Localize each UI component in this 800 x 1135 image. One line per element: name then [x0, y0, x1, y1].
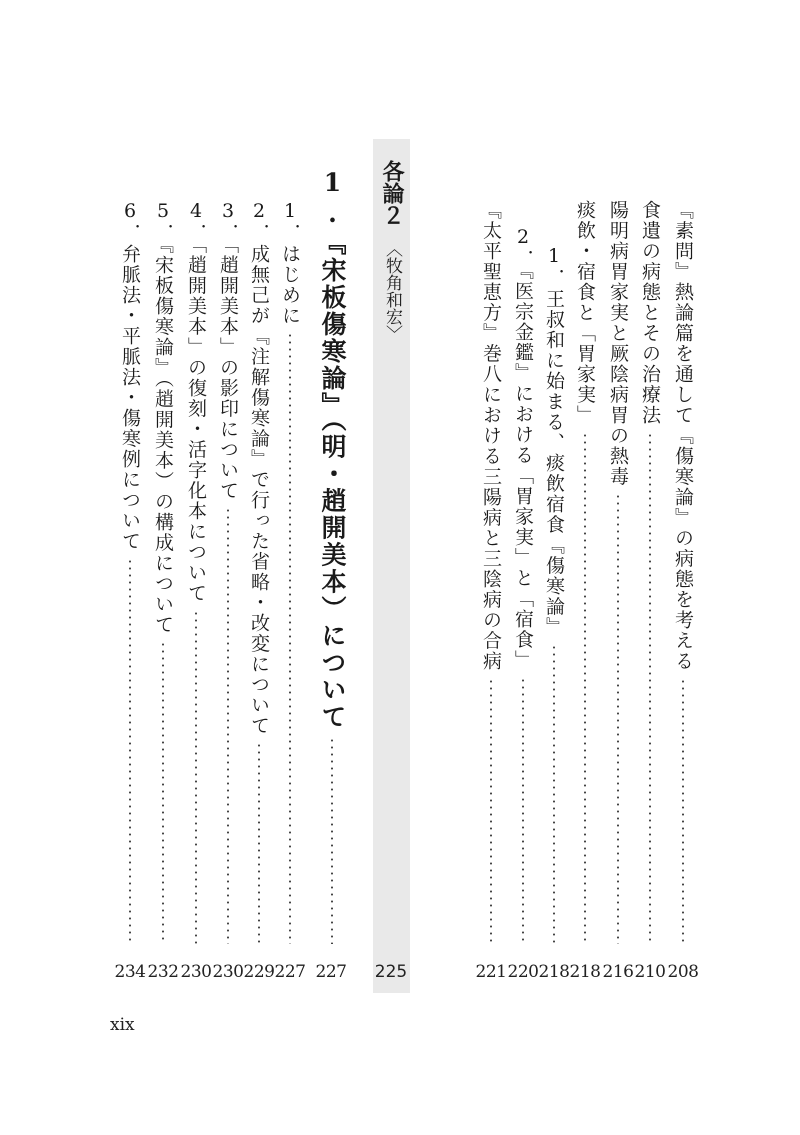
section-page: 225 — [374, 962, 408, 982]
entry-title: 痰飲・宿食と「胃家実」 — [574, 200, 596, 426]
section-title[interactable]: 各論２ — [379, 160, 404, 226]
entry-page: 208 — [667, 962, 699, 982]
entry-page: 218 — [538, 962, 570, 982]
entry-page: 210 — [634, 962, 666, 982]
toc-entry[interactable] — [510, 226, 536, 950]
leader-dots — [541, 644, 567, 945]
toc-entry[interactable] — [605, 200, 631, 950]
entry-title: 『太平聖恵方』巻八における三陽病と三陰病の合病 — [480, 200, 502, 672]
entry-title: 3．「趙開美本」の影印について — [217, 200, 239, 501]
chapter-page: 227 — [315, 962, 347, 982]
section-author: 〈牧角和宏〉 — [382, 240, 402, 342]
entry-page: 230 — [180, 962, 212, 982]
page-number: xix — [110, 1015, 135, 1035]
leader-dots — [670, 678, 696, 945]
entry-page: 230 — [212, 962, 244, 982]
toc-entry[interactable] — [150, 200, 176, 950]
entry-title: 2．『医宗金鑑』における「胃家実」と「宿食」 — [512, 226, 534, 671]
entry-page: 218 — [569, 962, 601, 982]
toc-entry[interactable] — [277, 200, 303, 950]
entry-title: 4．「趙開美本」の復刻・活字化本について — [185, 200, 207, 604]
leader-dots — [117, 558, 143, 945]
leader-dots — [246, 742, 272, 944]
leader-dots — [572, 432, 598, 945]
entry-page: 216 — [602, 962, 634, 982]
toc-entry[interactable] — [246, 200, 272, 950]
leader-dots — [605, 493, 631, 944]
entry-page: 220 — [507, 962, 539, 982]
toc-entry[interactable] — [117, 200, 143, 950]
entry-page: 229 — [243, 962, 275, 982]
toc-entry[interactable] — [183, 200, 209, 950]
chapter-title: 1.『宋板傷寒論』（明・趙開美本）について — [318, 168, 347, 731]
entry-page: 227 — [274, 962, 306, 982]
toc-entry[interactable] — [541, 245, 567, 950]
toc-entry[interactable] — [215, 200, 241, 950]
entry-title: 6．弁脈法・平脈法・傷寒例について — [119, 200, 141, 552]
entry-title: 2．成無己が『注解傷寒論』で行った省略・改変について — [248, 200, 270, 736]
entry-title: 食遺の病態とその治療法 — [639, 200, 661, 426]
leader-dots — [215, 507, 241, 944]
toc-entry[interactable] — [478, 200, 504, 950]
entry-page: 221 — [475, 962, 507, 982]
toc-entry[interactable] — [572, 200, 598, 950]
leader-dots — [637, 432, 663, 945]
entry-page: 232 — [147, 962, 179, 982]
entry-title: 5．『宋板傷寒論』（趙開美本）の構成について — [152, 200, 174, 635]
entry-title: 『素問』熱論篇を通して『傷寒論』の病態を考える — [672, 200, 694, 672]
entry-title: 1．はじめに — [279, 200, 301, 326]
leader-dots — [316, 737, 348, 945]
toc-entry[interactable] — [637, 200, 663, 950]
leader-dots — [478, 678, 504, 945]
leader-dots — [510, 677, 536, 945]
leader-dots — [150, 641, 176, 944]
chapter-entry[interactable] — [316, 168, 348, 950]
entry-title: 1．王叔和に始まる、痰飲宿食『傷寒論』 — [543, 245, 565, 638]
entry-page: 234 — [114, 962, 146, 982]
leader-dots — [277, 332, 303, 944]
toc-entry[interactable] — [670, 200, 696, 950]
entry-title: 陽明病胃家実と厥陰病胃の熱毒 — [607, 200, 629, 487]
leader-dots — [183, 610, 209, 945]
